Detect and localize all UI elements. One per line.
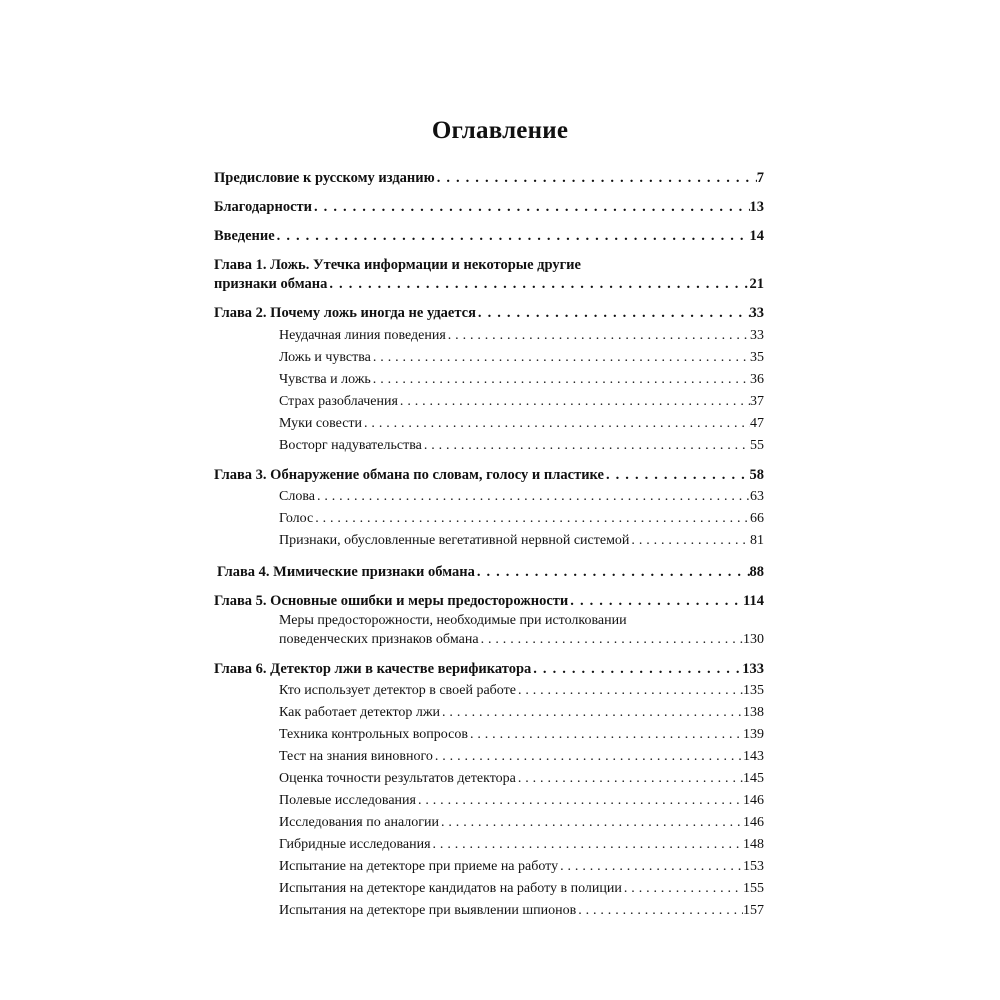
toc-entry-page: 146 [743,793,764,808]
toc-entry-page: 133 [742,661,764,677]
dot-leader [439,812,743,834]
toc-subentry[interactable] [279,629,764,651]
toc-entry-title: Испытания на детекторе кандидатов на работу в полиции [279,881,622,896]
toc-subentry[interactable] [279,878,764,900]
toc-entry-page: 37 [750,394,764,409]
toc-subentry[interactable] [279,790,764,812]
toc-subentry[interactable] [279,900,764,922]
toc-entry-title: Глава 3. Обнаружение обмана по словам, голосу и пластике [214,467,604,483]
toc-subentry[interactable] [279,724,764,746]
toc-entry-title: Благодарности [214,199,313,215]
toc-entry-title: Голос [279,511,314,526]
toc-entry-page: 145 [743,771,764,786]
toc-entry-page: 58 [749,467,764,483]
dot-leader [558,856,743,878]
toc-subentry[interactable] [279,325,764,347]
toc-subentry[interactable] [279,413,764,435]
dot-leader [362,413,750,435]
dot-leader [312,196,749,218]
toc-entry-page: 13 [749,199,764,215]
dot-leader [576,900,743,922]
toc-entry-title: Испытания на детекторе при выявлении шпионов [279,903,577,918]
toc-entry-page: 146 [743,815,764,830]
dot-leader [313,508,750,530]
toc-entry-chapter-5[interactable] [214,590,764,612]
toc-entry-title: Оценка точности результатов детектора [279,771,516,786]
dot-leader [433,746,743,768]
toc-entry-title: Как работает детектор лжи [279,705,441,720]
toc-entry-chapter-1[interactable] [214,273,764,295]
toc-entry-title: Глава 6. Детектор лжи в качестве верификатора [214,661,532,677]
toc-entry-page: 33 [749,305,764,321]
dot-leader [327,273,749,295]
toc-entry-page: 135 [743,683,764,698]
dot-leader [531,658,742,680]
dot-leader [629,530,750,552]
dot-leader [398,391,750,413]
toc-subentry[interactable] [279,768,764,790]
toc-entry-title: Исследования по аналогии [279,815,439,830]
dot-leader [371,347,750,369]
toc-entry-title: Кто использует детектор в своей работе [279,683,516,698]
toc-entry-title: Страх разоблачения [279,394,398,409]
dot-leader [422,435,750,457]
toc-entry-page: 14 [749,228,764,244]
toc-entry-page: 148 [743,837,764,852]
toc-subentry[interactable] [279,746,764,768]
toc-entry-title: Чувства и ложь [279,372,371,387]
toc-entry-title: Гибридные исследования [279,837,431,852]
dot-leader [446,325,750,347]
dot-leader [440,702,743,724]
toc-entry-chapter-6[interactable] [214,658,764,680]
toc-entry-chapter-1-line1[interactable]: Глава 1. Ложь. Утечка информации и некоторые другие [214,257,581,273]
dot-leader [468,724,743,746]
dot-leader [475,561,750,583]
dot-leader [568,590,743,612]
toc-entry-acknowledgements[interactable] [214,196,764,218]
dot-leader [476,302,750,324]
dot-leader [516,680,743,702]
dot-leader [435,167,757,189]
toc-entry-title: признаки обмана [214,276,328,292]
toc-subentry[interactable] [279,486,764,508]
dot-leader [622,878,743,900]
toc-subentry[interactable] [279,435,764,457]
toc-entry-introduction[interactable] [214,225,764,247]
toc-entry-page: 35 [750,350,764,365]
toc-entry-page: 153 [743,859,764,874]
toc-entry-title: Глава 4. Мимические признаки обмана [217,564,475,580]
toc-entry-chapter-3[interactable] [214,464,764,486]
toc-subentry[interactable] [279,834,764,856]
toc-entry-page: 139 [743,727,764,742]
toc-subentry[interactable] [279,680,764,702]
toc-subentry[interactable] [279,530,764,552]
dot-leader [431,834,743,856]
toc-entry-title: Тест на знания виновного [279,749,433,764]
toc-entry-page: 88 [749,564,764,580]
dot-leader [516,768,743,790]
toc-entry-page: 157 [743,903,764,918]
toc-entry-title: Глава 2. Почему ложь иногда не удается [214,305,476,321]
toc-subentry[interactable] [279,347,764,369]
toc-entry-chapter-2[interactable] [214,302,764,324]
toc-entry-page: 66 [750,511,764,526]
toc-subentry[interactable] [279,812,764,834]
toc-entry-page: 21 [749,276,764,292]
toc-entry-title: поведенческих признаков обмана [279,632,479,647]
toc-entry-title: Слова [279,489,315,504]
toc-entry-title: Предисловие к русскому изданию [214,170,435,186]
toc-entry-page: 143 [743,749,764,764]
toc-entry-title: Неудачная линия поведения [279,328,446,343]
toc-entry-page: 114 [743,593,764,609]
toc-subentry[interactable] [279,369,764,391]
toc-entry-title: Испытание на детекторе при приеме на работу [279,859,559,874]
toc-entry-preface[interactable] [214,167,764,189]
toc-entry-title: Техника контрольных вопросов [279,727,468,742]
toc-entry-page: 63 [750,489,764,504]
toc-entry-title: Введение [214,228,275,244]
toc-entry-page: 47 [750,416,764,431]
toc-entry-title: Муки совести [279,416,363,431]
toc-entry-chapter-4[interactable] [217,561,764,583]
dot-leader [275,225,750,247]
toc-entry-title: Полевые исследования [279,793,416,808]
toc-subentry-line1[interactable]: Меры предосторожности, необходимые при истолковании [279,613,627,628]
dot-leader [479,629,743,651]
toc-entry-title: Глава 5. Основные ошибки и меры предосторожности [214,593,569,609]
toc-entry-page: 36 [750,372,764,387]
toc-entry-page: 81 [750,533,764,548]
toc-entry-title: Признаки, обусловленные вегетативной нервной системой [279,533,630,548]
toc-entry-page: 55 [750,438,764,453]
toc-entry-title: Восторг надувательства [279,438,422,453]
dot-leader [315,486,750,508]
toc-entry-page: 7 [756,170,764,186]
dot-leader [416,790,743,812]
toc-subentry[interactable] [279,391,764,413]
toc-subentry[interactable] [279,508,764,530]
toc-subentry[interactable] [279,702,764,724]
toc-entry-title: Ложь и чувства [279,350,371,365]
toc-entry-page: 130 [743,632,764,647]
dot-leader [604,464,750,486]
toc-entry-page: 33 [750,328,764,343]
dot-leader [371,369,750,391]
toc-entry-page: 138 [743,705,764,720]
page-title: Оглавление [431,117,569,144]
toc-entry-page: 155 [743,881,764,896]
toc-subentry[interactable] [279,856,764,878]
